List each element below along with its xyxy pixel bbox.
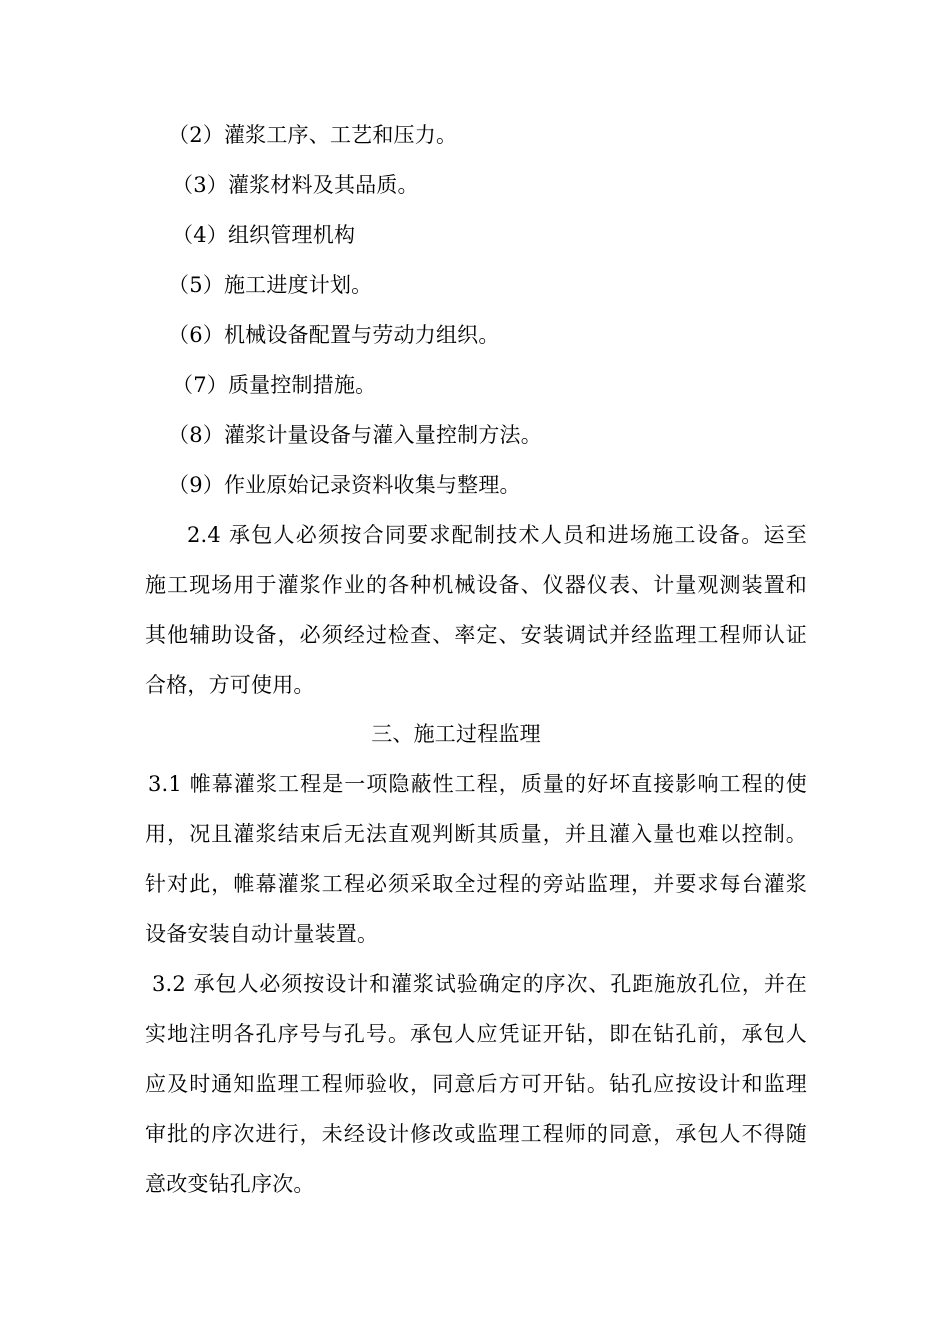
paragraph-2-4-line: 施工现场用于灌浆作业的各种机械设备、仪器仪表、计量观测装置和	[145, 573, 807, 597]
list-item-7: （7）质量控制措施。	[172, 373, 377, 397]
paragraph-2-4-line: 合格，方可使用。	[145, 673, 315, 697]
paragraph-3-2-line: 审批的序次进行，未经设计修改或监理工程师的同意，承包人不得随	[145, 1122, 807, 1146]
section-heading: 三、施工过程监理	[371, 722, 541, 746]
paragraph-3-2-line: 意改变钻孔序次。	[145, 1172, 315, 1196]
list-item-8: （8）灌浆计量设备与灌入量控制方法。	[168, 423, 542, 447]
paragraph-2-4-line: 其他辅助设备，必须经过检查、率定、安装调试并经监理工程师认证	[145, 623, 807, 647]
list-item-2: （2）灌浆工序、工艺和压力。	[168, 123, 458, 147]
paragraph-3-2-line: 3.2 承包人必须按设计和灌浆试验确定的序次、孔距施放孔位，并在	[152, 972, 807, 996]
paragraph-2-4-line: 2.4 承包人必须按合同要求配制技术人员和进场施工设备。运至	[187, 523, 807, 547]
paragraph-3-2-line: 实地注明各孔序号与孔号。承包人应凭证开钻，即在钻孔前，承包人	[145, 1022, 807, 1046]
paragraph-3-1-line: 用，况且灌浆结束后无法直观判断其质量，并且灌入量也难以控制。	[145, 822, 807, 846]
paragraph-3-1-line: 设备安装自动计量装置。	[145, 922, 379, 946]
list-item-4: （4）组织管理机构	[172, 223, 356, 247]
paragraph-3-1-line: 3.1 帷幕灌浆工程是一项隐蔽性工程，质量的好坏直接影响工程的使	[148, 772, 807, 796]
list-item-6: （6）机械设备配置与劳动力组织。	[168, 323, 500, 347]
paragraph-3-2-line: 应及时通知监理工程师验收，同意后方可开钻。钻孔应按设计和监理	[145, 1072, 807, 1096]
list-item-3: （3）灌浆材料及其品质。	[172, 173, 419, 197]
paragraph-3-1-line: 针对此，帷幕灌浆工程必须采取全过程的旁站监理，并要求每台灌浆	[145, 872, 807, 896]
list-item-5: （5）施工进度计划。	[168, 273, 373, 297]
list-item-9: （9）作业原始记录资料收集与整理。	[168, 473, 521, 497]
